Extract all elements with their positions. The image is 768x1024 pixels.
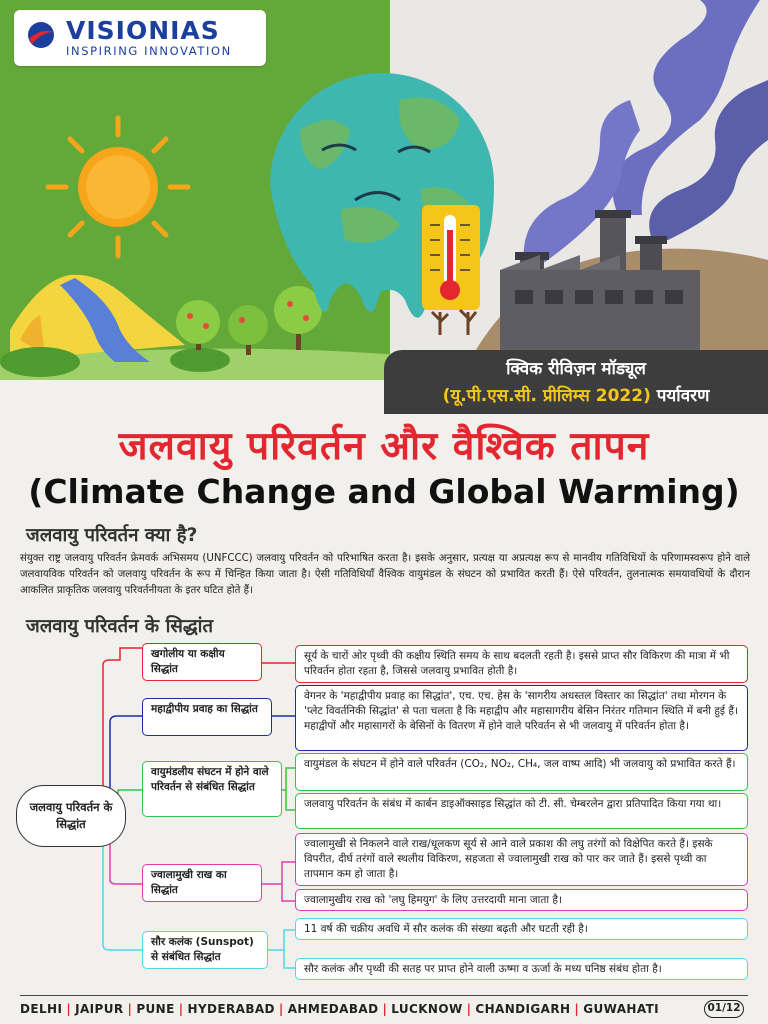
footer-cities <box>20 1002 700 1016</box>
logo-swoosh-icon <box>26 20 56 50</box>
footer-city-hyderabad: HYDERABAD <box>187 1002 275 1016</box>
brand-name: VISIONIAS <box>66 16 220 45</box>
footer-city-delhi: DELHI <box>20 1002 63 1016</box>
theory-continental-drift-detail: वेगनर के 'महाद्वीपीय प्रवाह का सिद्धांत', एच. एच. हेस के 'सागरीय अधस्तल विस्तार का सिद्धांत' तथा मोरगन के 'प्लेट विवर्तनिकी सिद्धांत' से पता चलता है कि महाद्वीप और महासागरीय बेसिन निरंतर गतिमान स्थिति में बनी हुई हैं। महाद्वीपों और महासागरों के बेसिनों के वितरण में होने वाले परिवर्तन से भी जलवायु में परिवर्तन होता है। <box>295 685 748 751</box>
page-title-english: (Climate Change and Global Warming) <box>28 472 740 511</box>
section-heading-theories: जलवायु परिवर्तन के सिद्धांत <box>26 616 213 637</box>
intro-paragraph: संयुक्त राष्ट्र जलवायु परिवर्तन फ्रेमवर्क अभिसमय (UNFCCC) जलवायु परिवर्तन को परिभाषित करता है। इसके अनुसार, प्रत्यक्ष या अप्रत्यक्ष रूप से मानवीय गतिविधियों के परिणामस्वरूप होने वाले जलवायविक परिवर्तन को जलवायु परिवर्तन के रूप में चिन्हित किया जाता है। ऐसी गतिविधियाँ वैश्विक वायुमंडल के संघटन को प्रभावित करती हैं। ऐसे परिवर्तन, तुलनात्मक समयावधियों के दौरान आकलित प्राकृतिक जलवायु परिवर्तनीयता के इतर घटित होते हैं। <box>20 553 750 596</box>
theory-atmospheric-detail-2: जलवायु परिवर्तन के संबंध में कार्बन डाइऑक्साइड सिद्धांत को टी. सी. चेम्बरलेन द्वारा प्रतिपादित किया गया था। <box>295 793 748 829</box>
footer-separator: | <box>466 1002 472 1016</box>
theory-sunspot-detail-1: 11 वर्ष की चक्रीय अवधि में सौर कलंक की संख्या बढ़ती और घटती रही है। <box>295 918 748 940</box>
module-banner <box>384 350 768 414</box>
subject-label: पर्यावरण <box>656 386 710 406</box>
footer-separator: | <box>574 1002 580 1016</box>
footer-separator: | <box>178 1002 184 1016</box>
module-subtitle <box>384 383 768 406</box>
footer-separator: | <box>382 1002 388 1016</box>
theory-volcanic-detail-1: ज्वालामुखी से निकलने वाले राख/धूलकण सूर्य से आने वाले प्रकाश की लघु तरंगों को विक्षेपित करते हैं। इसके विपरीत, दीर्घ तरंगों वाले स्थलीय विकिरण, सहजता से ज्वालामुखी राख को पार कर जाते हैं। इससे पृथ्वी का तापमान कम हो जाता है। <box>295 833 748 886</box>
theory-volcanic-detail-2: ज्वालामुखीय राख को 'लघु हिमयुग' के लिए उत्तरदायी माना जाता है। <box>295 889 748 911</box>
theory-atmospheric-detail-1: वायुमंडल के संघटन में होने वाले परिवर्तन (CO₂, NO₂, CH₄, जल वाष्प आदि) भी जलवायु को प्रभावित करते हैं। <box>295 753 748 791</box>
mindmap-root: जलवायु परिवर्तन के सिद्धांत <box>16 785 126 847</box>
footer-city-guwahati: GUWAHATI <box>583 1002 660 1016</box>
theory-orbital-label: खगोलीय या कक्षीय सिद्धांत <box>142 643 262 681</box>
footer-separator: | <box>127 1002 133 1016</box>
page-title-hindi: जलवायु परिवर्तन और वैश्विक तापन <box>118 424 650 469</box>
footer-separator: | <box>66 1002 72 1016</box>
module-title: क्विक रीविज़न मॉड्यूल <box>506 359 646 379</box>
footer-city-lucknow: LUCKNOW <box>391 1002 463 1016</box>
theory-sunspot-label: सौर कलंक (Sunspot) से संबंधित सिद्धांत <box>142 931 268 969</box>
cover-illustration <box>0 0 768 415</box>
theory-volcanic-ash-label: ज्वालामुखी राख का सिद्धांत <box>142 864 262 902</box>
page-number: 01/12 <box>704 1000 744 1018</box>
brand-logo <box>14 10 266 66</box>
thermometer-icon <box>422 205 480 310</box>
exam-label: (यू.पी.एस.सी. प्रीलिम्स 2022) <box>442 386 651 406</box>
footer-city-ahmedabad: AHMEDABAD <box>287 1002 379 1016</box>
footer-city-jaipur: JAIPUR <box>75 1002 124 1016</box>
footer-divider <box>20 995 748 996</box>
footer-city-chandigarh: CHANDIGARH <box>475 1002 571 1016</box>
footer-separator: | <box>278 1002 284 1016</box>
theory-orbital-detail: सूर्य के चारों ओर पृथ्वी की कक्षीय स्थिति समय के साथ बदलती रहती है। इससे प्राप्त सौर विकिरण की मात्रा में भी परिवर्तन होता रहता है, जिससे जलवायु प्रभावित होती है। <box>295 645 748 683</box>
brand-tagline: INSPIRING INNOVATION <box>66 44 232 58</box>
footer-city-pune: PUNE <box>136 1002 175 1016</box>
section-heading-what-is: जलवायु परिवर्तन क्या है? <box>26 525 198 546</box>
theory-atmospheric-composition-label: वायुमंडलीय संघटन में होने वाले परिवर्तन से संबंधित सिद्धांत <box>142 761 282 817</box>
theory-continental-drift-label: महाद्वीपीय प्रवाह का सिद्धांत <box>142 698 272 736</box>
theory-sunspot-detail-2: सौर कलंक और पृथ्वी की सतह पर प्राप्त होने वाली ऊष्मा व ऊर्जा के मध्य घनिष्ठ संबंध होता है। <box>295 958 748 980</box>
